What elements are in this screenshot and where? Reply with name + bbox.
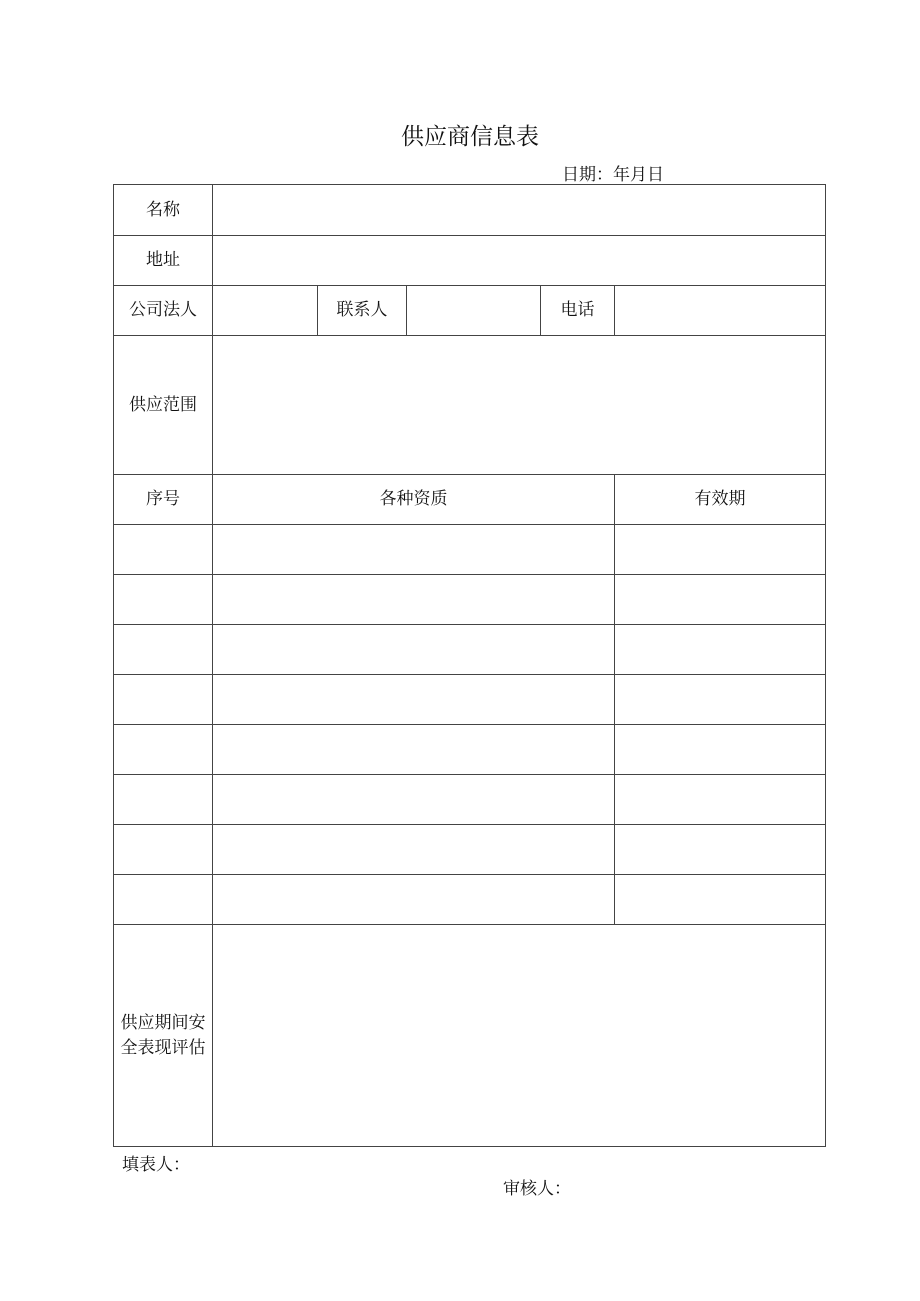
qualification-cell[interactable] — [213, 875, 615, 925]
legal-person-label: 公司法人 — [114, 286, 213, 336]
serial-number-cell[interactable] — [114, 825, 213, 875]
safety-evaluation-row — [114, 925, 826, 1147]
validity-header: 有效期 — [615, 474, 826, 524]
address-row — [114, 236, 826, 286]
serial-number-cell[interactable] — [114, 624, 213, 674]
name-label: 名称 — [114, 185, 213, 236]
form-title: 供应商信息表 — [401, 124, 539, 150]
qualification-cell[interactable] — [213, 775, 615, 825]
validity-cell[interactable] — [615, 775, 826, 825]
qualification-header-row — [114, 474, 826, 524]
serial-number-cell[interactable] — [114, 574, 213, 624]
supply-scope-value-cell[interactable] — [213, 336, 826, 474]
qualification-cell[interactable] — [213, 725, 615, 775]
qualification-row — [114, 574, 826, 624]
qualification-cell[interactable] — [213, 674, 615, 724]
qualification-cell[interactable] — [213, 825, 615, 875]
contact-info-row — [114, 286, 826, 336]
address-value-cell[interactable] — [213, 236, 826, 286]
validity-cell[interactable] — [615, 624, 826, 674]
qualification-cell[interactable] — [213, 574, 615, 624]
qualification-row — [114, 875, 826, 925]
qualification-cell[interactable] — [213, 624, 615, 674]
serial-number-cell[interactable] — [114, 524, 213, 574]
validity-cell[interactable] — [615, 524, 826, 574]
supplier-info-table — [113, 184, 826, 1147]
qualification-row — [114, 775, 826, 825]
date-label: 日期：年月日 — [562, 165, 664, 185]
contact-label: 联系人 — [318, 286, 407, 336]
validity-cell[interactable] — [615, 574, 826, 624]
validity-cell[interactable] — [615, 674, 826, 724]
safety-evaluation-label-line2: 全表现评估 — [120, 1037, 206, 1058]
supply-scope-row — [114, 336, 826, 474]
validity-cell[interactable] — [615, 825, 826, 875]
serial-number-cell[interactable] — [114, 674, 213, 724]
safety-evaluation-label-line1: 供应期间安 — [120, 1013, 206, 1034]
safety-evaluation-label — [114, 925, 213, 1147]
phone-value-cell[interactable] — [615, 286, 826, 336]
phone-label: 电话 — [541, 286, 615, 336]
name-row — [114, 185, 826, 236]
name-value-cell[interactable] — [213, 185, 826, 236]
filler-signature-label: 填表人： — [122, 1155, 190, 1175]
qualification-row — [114, 524, 826, 574]
serial-number-cell[interactable] — [114, 875, 213, 925]
serial-number-cell[interactable] — [114, 775, 213, 825]
serial-number-header: 序号 — [114, 474, 213, 524]
contact-value-cell[interactable] — [407, 286, 541, 336]
serial-number-cell[interactable] — [114, 725, 213, 775]
address-label: 地址 — [114, 236, 213, 286]
qualification-row — [114, 825, 826, 875]
reviewer-signature-label: 审核人： — [503, 1179, 571, 1199]
legal-person-value-cell[interactable] — [213, 286, 318, 336]
qualification-row — [114, 725, 826, 775]
qualification-row — [114, 674, 826, 724]
qualification-header: 各种资质 — [213, 474, 615, 524]
qualification-cell[interactable] — [213, 524, 615, 574]
qualification-row — [114, 624, 826, 674]
validity-cell[interactable] — [615, 875, 826, 925]
validity-cell[interactable] — [615, 725, 826, 775]
supply-scope-label: 供应范围 — [114, 336, 213, 474]
safety-evaluation-value-cell[interactable] — [213, 925, 826, 1147]
